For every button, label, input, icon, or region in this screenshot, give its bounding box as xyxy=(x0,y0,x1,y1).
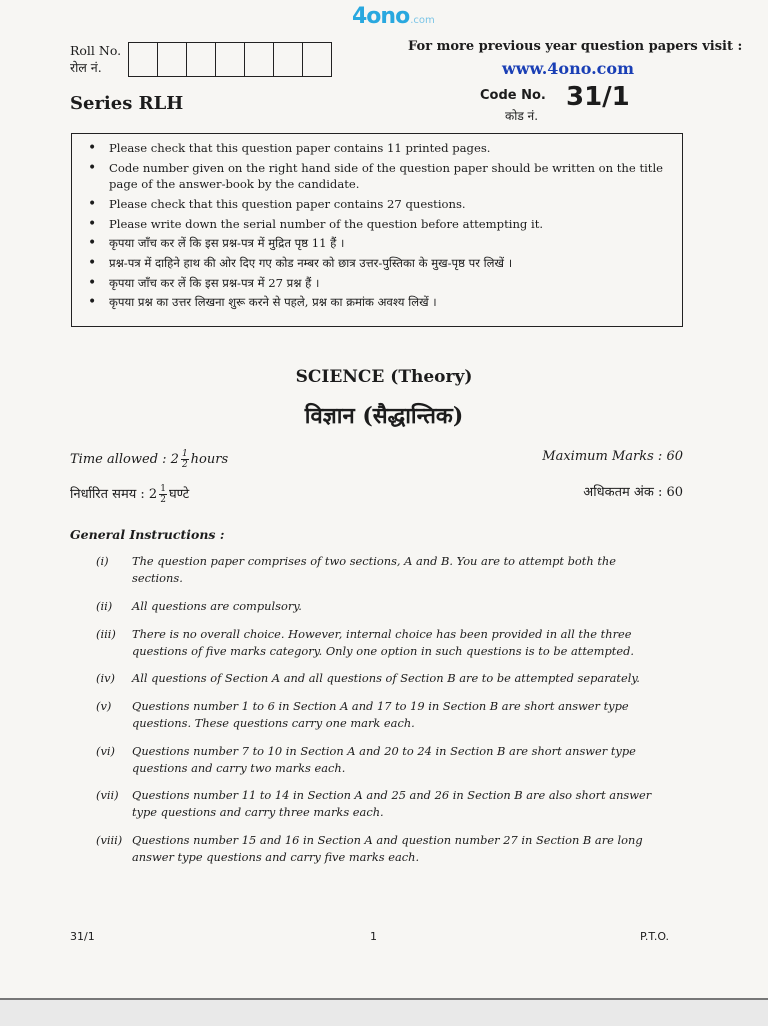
frac-num-hi: 1 xyxy=(160,484,166,494)
logo-mark: 4ono xyxy=(352,4,410,29)
roll-number-label xyxy=(70,42,121,76)
notice-item: • Please check that this question paper contains 11 printed pages. xyxy=(86,140,672,157)
notice-item: • प्रश्न-पत्र में दाहिने हाथ की ओर दिए गए कोड नम्बर को छात्र उत्तर-पुस्तिका के मुख-पृष्ठ पर लिखें । xyxy=(86,255,672,272)
series-label: Series RLH xyxy=(70,93,184,114)
roll-label-en: Roll No. xyxy=(70,43,122,58)
maximum-marks-hi: अधिकतम अंक : 60 xyxy=(583,485,683,500)
notice-item: • कृपया जाँच कर लें कि इस प्रश्न-पत्र में मुद्रित पृष्ठ 11 हैं । xyxy=(86,235,672,252)
subject-title-hi: विज्ञान (सैद्धान्तिक) xyxy=(304,403,464,429)
instruction-item xyxy=(96,743,668,776)
scan-bottom-edge xyxy=(0,998,768,1026)
time-unit-en: hours xyxy=(190,452,229,467)
footer-code: 31/1 xyxy=(70,930,95,943)
notice-item: • कृपया प्रश्न का उत्तर लिखना शुरू करने से पहले, प्रश्न का क्रमांक अवश्य लिखें । xyxy=(86,294,672,311)
roll-box xyxy=(158,43,187,76)
roll-label-hi: रोल नं. xyxy=(70,60,102,75)
roll-number-boxes xyxy=(128,42,332,77)
instruction-text: All questions are compulsory. xyxy=(132,599,302,613)
notice-box xyxy=(71,133,683,327)
instructions-heading: General Instructions : xyxy=(70,527,225,542)
instruction-item xyxy=(96,626,668,659)
instruction-number: (viii) xyxy=(96,833,123,847)
code-label: Code No. xyxy=(480,88,546,103)
instruction-number: (iv) xyxy=(96,671,115,685)
time-unit-hi: घण्टे xyxy=(168,487,190,502)
instruction-item xyxy=(96,832,668,865)
time-fraction-hi xyxy=(159,484,167,505)
site-logo xyxy=(352,4,435,29)
instruction-text: Questions number 1 to 6 in Section A and 17 to 19 in Section B are short answer type questions. These questions carry one mark each. xyxy=(132,699,629,730)
instruction-number: (ii) xyxy=(96,599,113,613)
frac-num: 1 xyxy=(181,449,188,459)
roll-box xyxy=(274,43,303,76)
time-fraction xyxy=(181,449,189,470)
roll-box xyxy=(129,43,158,76)
instruction-text: Questions number 7 to 10 in Section A and 20 to 24 in Section B are short answer type questions and carry two marks each. xyxy=(132,744,636,775)
time-label-en: Time allowed : 2 xyxy=(70,452,179,467)
roll-box xyxy=(216,43,245,76)
notice-item: • Code number given on the right hand side of the question paper should be written on the title page of the answer-book by the candidate. xyxy=(86,160,672,193)
roll-box xyxy=(187,43,216,76)
subject-title: SCIENCE (Theory) xyxy=(295,367,473,387)
instruction-item xyxy=(96,553,668,586)
notice-list xyxy=(86,140,672,311)
notice-item: • Please check that this question paper contains 27 questions. xyxy=(86,196,672,213)
instruction-item xyxy=(96,598,668,615)
code-value: 31/1 xyxy=(566,82,630,112)
notice-item: • कृपया जाँच कर लें कि इस प्रश्न-पत्र में 27 प्रश्न हैं । xyxy=(86,275,672,292)
instruction-number: (vi) xyxy=(96,744,115,758)
page-number: 1 xyxy=(370,930,377,943)
instruction-number: (vii) xyxy=(96,788,119,802)
frac-den: 2 xyxy=(181,460,188,470)
visit-text: For more previous year question papers visit : xyxy=(408,39,743,54)
roll-box xyxy=(245,43,274,76)
time-allowed xyxy=(70,449,228,470)
instruction-text: All questions of Section A and all questions of Section B are to be attempted separately. xyxy=(132,671,640,685)
instruction-text: Questions number 15 and 16 in Section A and question number 27 in Section B are long answer type questions and carry five marks each. xyxy=(132,833,643,864)
time-label-hi: निर्धारित समय : 2 xyxy=(70,487,158,502)
instruction-text: Questions number 11 to 14 in Section A and 25 and 26 in Section B are also short answer type questions and carry three marks each. xyxy=(132,788,652,819)
instruction-text: There is no overall choice. However, internal choice has been provided in all the three questions of five marks category. Only one option in such questions is to be attempted. xyxy=(132,627,634,658)
instruction-number: (i) xyxy=(96,554,109,568)
instruction-item xyxy=(96,698,668,731)
time-allowed-hi xyxy=(70,484,189,505)
instruction-number: (v) xyxy=(96,699,112,713)
instruction-item xyxy=(96,787,668,820)
instruction-number: (iii) xyxy=(96,627,116,641)
please-turn-over: P.T.O. xyxy=(640,930,670,943)
instruction-item xyxy=(96,670,668,687)
maximum-marks: Maximum Marks : 60 xyxy=(542,449,683,464)
logo-tld: .com xyxy=(410,15,435,26)
instruction-text: The question paper comprises of two sections, A and B. You are to attempt both the sections. xyxy=(132,554,616,585)
roll-box xyxy=(303,43,331,76)
frac-den-hi: 2 xyxy=(160,495,166,505)
notice-item: • Please write down the serial number of the question before attempting it. xyxy=(86,216,672,233)
site-link[interactable]: www.4ono.com xyxy=(502,59,635,78)
code-label-hi: कोड नं. xyxy=(505,109,539,123)
